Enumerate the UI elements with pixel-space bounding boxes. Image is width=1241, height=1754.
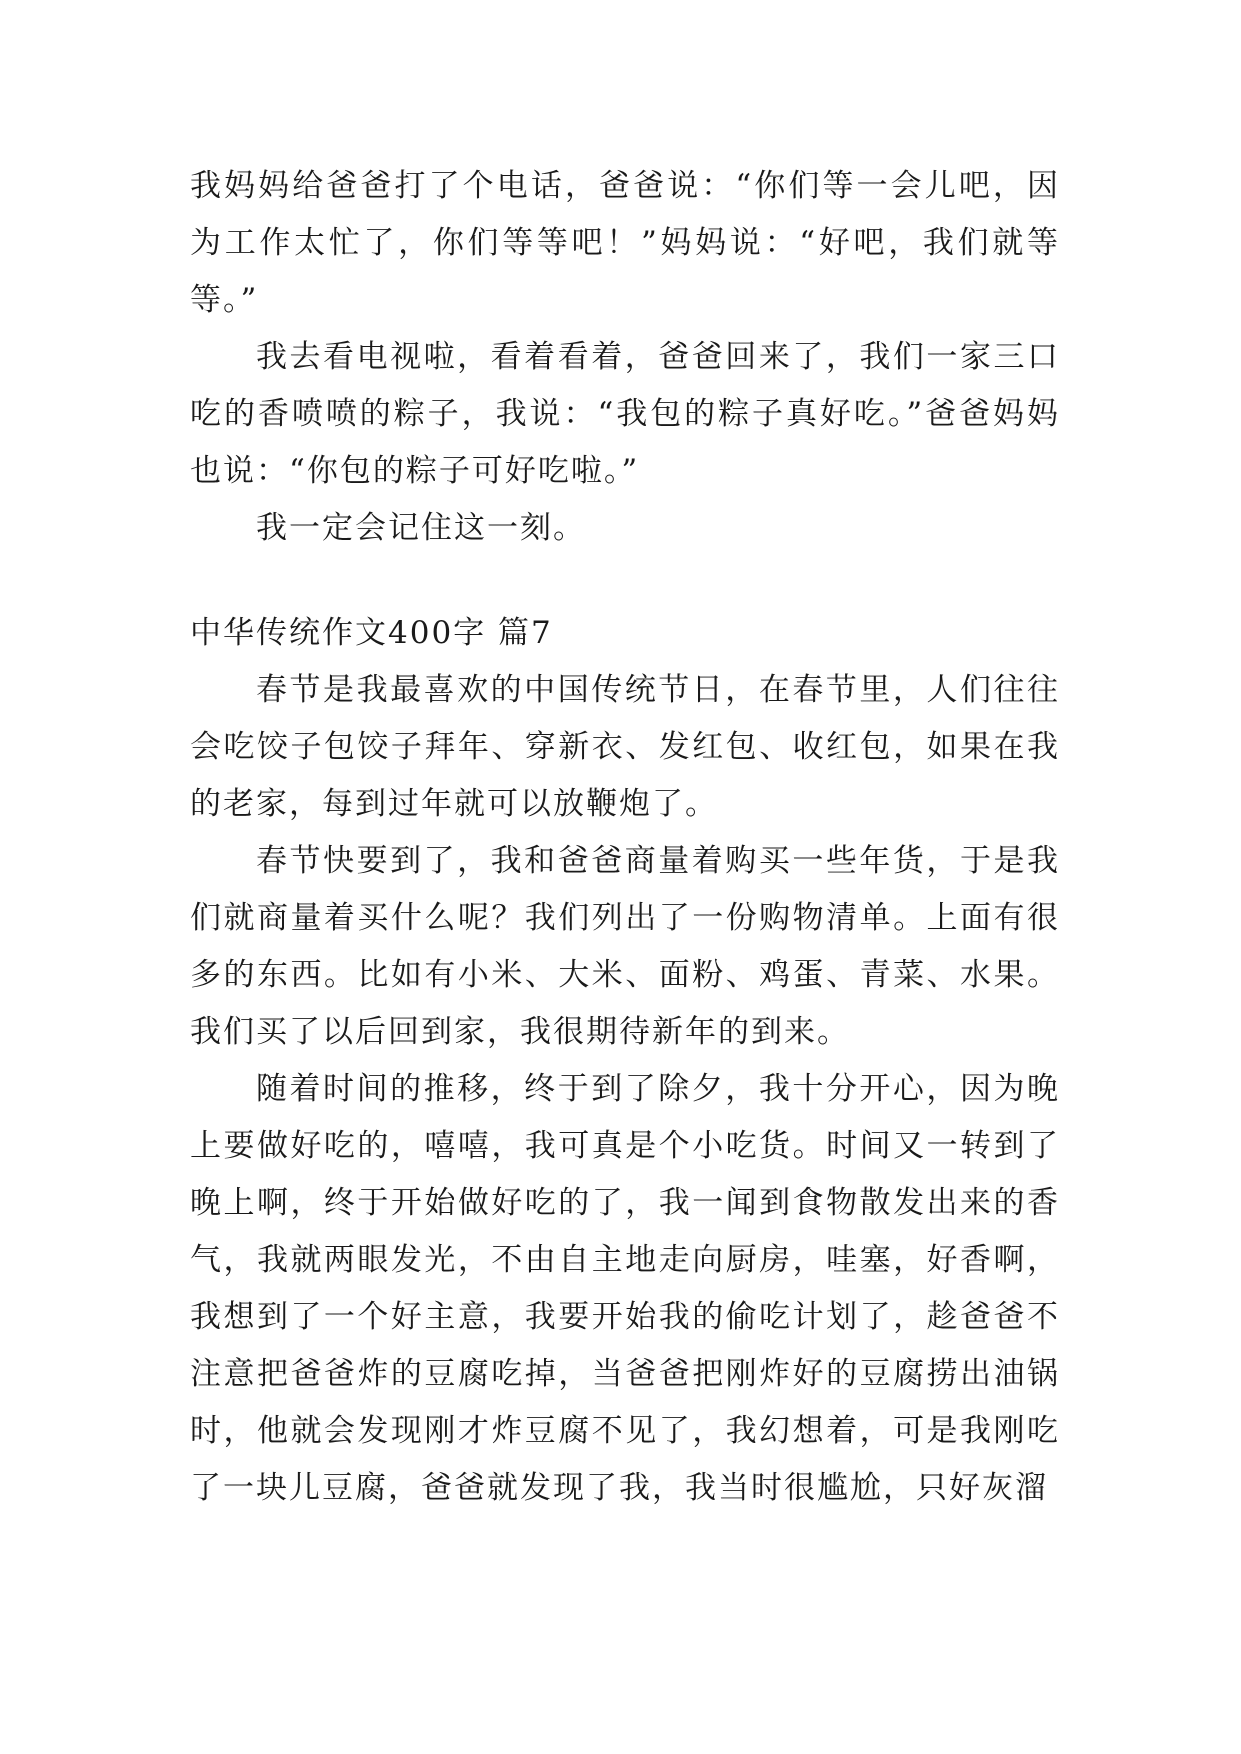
paragraph: 随着时间的推移，终于到了除夕，我十分开心，因为晚上要做好吃的，嘻嘻，我可真是个小吃货。时间又一转到了晚上啊，终于开始做好吃的了，我一闻到食物散发出来的香气，我就两眼发光，不由自主地走向厨房，哇塞，好香啊，我想到了一个好主意，我要开始我的偷吃计划了，趁爸爸不注意把爸爸炸的豆腐吃掉，当爸爸把刚炸好的豆腐捞出油锅时，他就会发现刚才炸豆腐不见了，我幻想着，可是我刚吃了一块儿豆腐，爸爸就发现了我，我当时很尴尬，只好灰溜 [190, 1071, 1060, 1506]
section-heading: 中华传统作文400字 篇7 [190, 615, 553, 651]
document-body [190, 158, 1060, 1517]
paragraph: 我去看电视啦，看着看着，爸爸回来了，我们一家三口吃的香喷喷的粽子，我说：“我包的粽子真好吃。”爸爸妈妈也说：“你包的粽子可好吃啦。” [190, 339, 1060, 489]
paragraph: 春节快要到了，我和爸爸商量着购买一些年货，于是我们就商量着买什么呢？我们列出了一份购物清单。上面有很多的东西。比如有小米、大米、面粉、鸡蛋、青菜、水果。我们买了以后回到家，我很期待新年的到来。 [190, 843, 1060, 1050]
paragraph: 春节是我最喜欢的中国传统节日，在春节里，人们往往会吃饺子包饺子拜年、穿新衣、发红包、收红包，如果在我的老家，每到过年就可以放鞭炮了。 [190, 672, 1060, 822]
paragraph: 我一定会记住这一刻。 [256, 510, 586, 546]
paragraph: 我妈妈给爸爸打了个电话，爸爸说：“你们等一会儿吧，因为工作太忙了，你们等等吧！”妈妈说：“好吧，我们就等等。” [190, 168, 1060, 318]
